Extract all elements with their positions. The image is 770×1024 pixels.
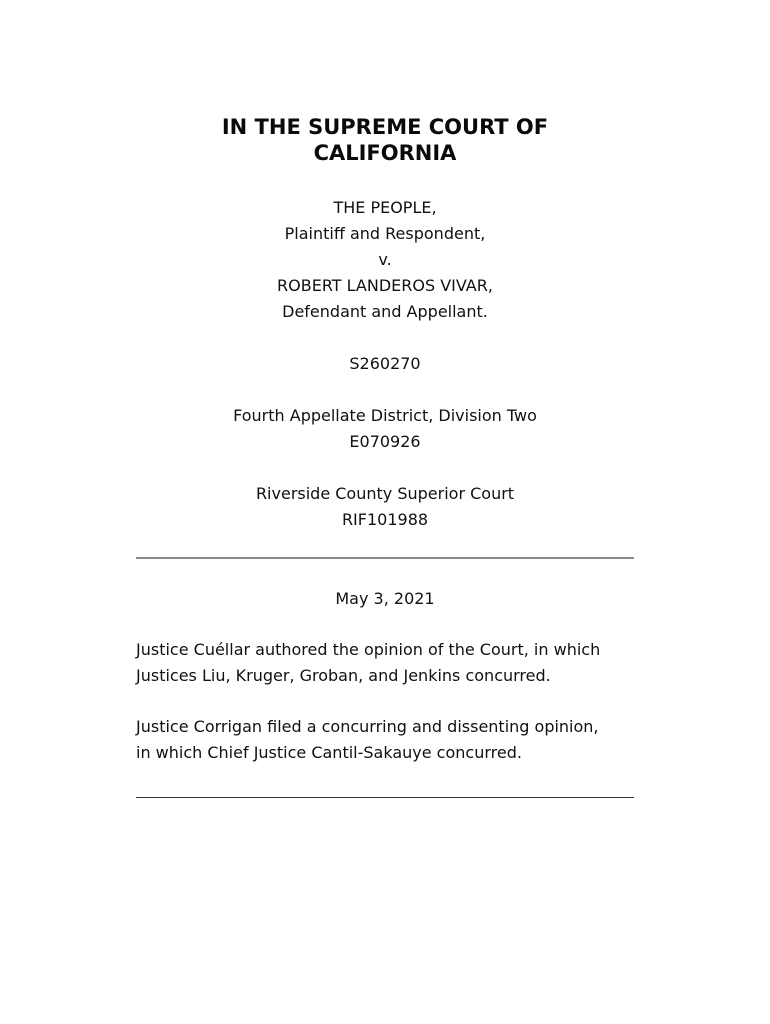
case-number-block xyxy=(0,351,770,377)
plaintiff-role: Plaintiff and Respondent, xyxy=(284,224,486,243)
court-title-line-2: CALIFORNIA xyxy=(313,141,457,165)
trial-court-name: Riverside County Superior Court xyxy=(255,484,515,503)
case-parties xyxy=(0,195,770,325)
plaintiff-name: THE PEOPLE, xyxy=(333,198,437,217)
defendant-name: ROBERT LANDEROS VIVAR, xyxy=(277,276,493,295)
majority-line-2: Justices Liu, Kruger, Groban, and Jenkins concurred. xyxy=(136,666,551,685)
dissent-line-1: Justice Corrigan filed a concurring and dissenting opinion, xyxy=(136,717,599,736)
top-divider xyxy=(136,557,634,559)
defendant-role: Defendant and Appellant. xyxy=(282,302,488,321)
versus-label: v. xyxy=(378,250,392,269)
dissent-opinion-paragraph xyxy=(136,714,646,766)
trial-court-number: RIF101988 xyxy=(341,510,429,529)
trial-court-block xyxy=(0,481,770,533)
appellate-number: E070926 xyxy=(349,432,421,451)
appellate-district: Fourth Appellate District, Division Two xyxy=(233,406,537,425)
appellate-block xyxy=(0,403,770,455)
court-title-line-1: IN THE SUPREME COURT OF xyxy=(221,115,549,139)
case-number: S260270 xyxy=(349,354,421,373)
court-title xyxy=(0,114,770,166)
dissent-line-2: in which Chief Justice Cantil-Sakauye concurred. xyxy=(136,743,522,762)
decision-date-block xyxy=(0,586,770,612)
majority-line-1: Justice Cuéllar authored the opinion of the Court, in which xyxy=(136,640,601,659)
majority-opinion-paragraph xyxy=(136,637,646,689)
decision-date: May 3, 2021 xyxy=(335,589,435,608)
bottom-divider xyxy=(136,797,634,798)
